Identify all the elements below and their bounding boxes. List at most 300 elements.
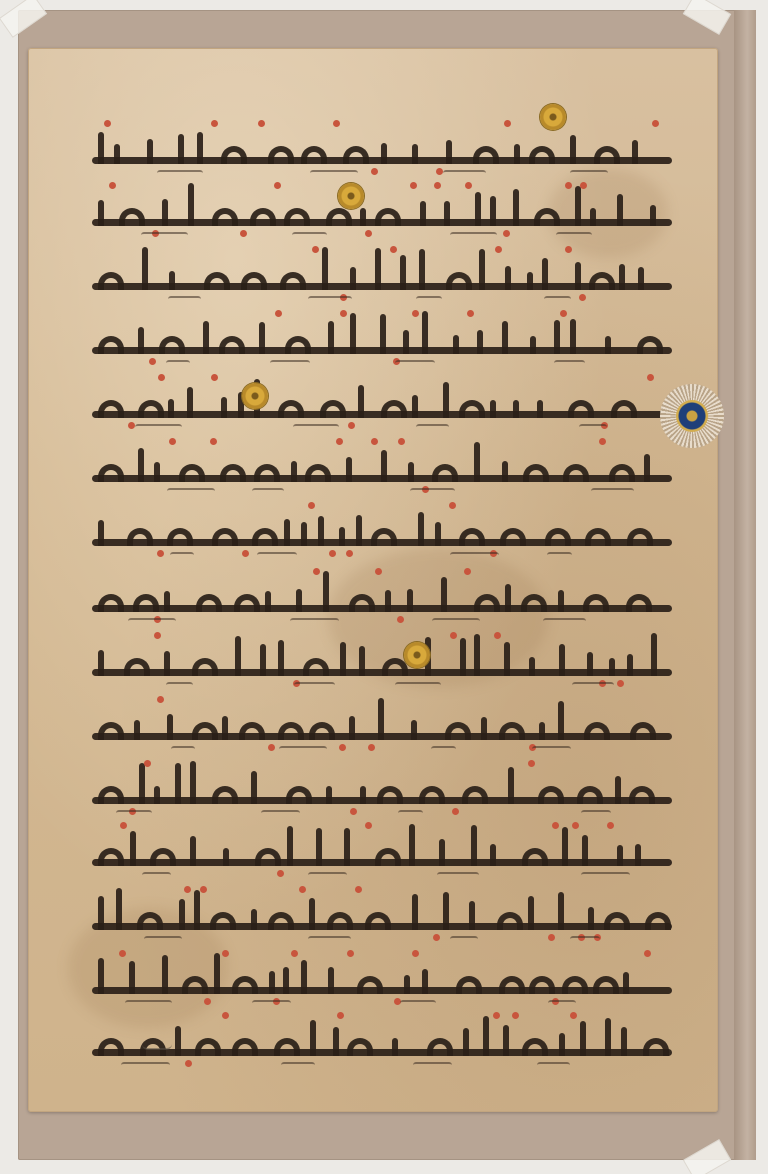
script-bowl: [545, 528, 571, 546]
script-bowl: [326, 208, 352, 226]
script-stroke: [130, 831, 136, 866]
script-stroke: [528, 896, 534, 930]
script-stroke: [411, 720, 417, 740]
script-stroke: [287, 826, 293, 866]
script-baseline: [92, 283, 672, 290]
script-line: [92, 372, 672, 430]
vocalization-dot: [184, 886, 191, 893]
script-bowl: [521, 594, 547, 612]
script-stroke: [420, 201, 426, 226]
interlinear-gloss: [398, 810, 423, 818]
script-stroke: [310, 1020, 316, 1056]
script-stroke: [98, 520, 104, 546]
script-stroke: [164, 591, 170, 612]
script-stroke: [570, 319, 576, 354]
vocalization-dot: [157, 550, 164, 557]
script-bowl: [212, 528, 238, 546]
interlinear-gloss: [292, 232, 327, 240]
script-stroke: [129, 961, 135, 994]
script-stroke: [318, 516, 324, 546]
script-stroke: [138, 448, 144, 482]
script-stroke: [588, 907, 594, 930]
vocalization-dot: [548, 934, 555, 941]
vocalization-dot: [433, 934, 440, 941]
script-stroke: [381, 143, 387, 164]
margin-medallion-icon: [660, 384, 724, 448]
script-stroke: [562, 827, 568, 866]
interlinear-gloss: [279, 746, 327, 754]
script-stroke: [439, 839, 445, 866]
vocalization-dot: [647, 374, 654, 381]
script-stroke: [203, 321, 209, 354]
script-bowl: [212, 208, 238, 226]
script-line: [92, 180, 672, 238]
script-stroke: [530, 336, 536, 354]
vocalization-dot: [398, 438, 405, 445]
script-stroke: [187, 387, 193, 418]
script-bowl: [629, 786, 655, 804]
interlinear-gloss: [431, 746, 456, 754]
script-stroke: [650, 205, 656, 226]
vocalization-dot: [313, 568, 320, 575]
script-bowl: [221, 146, 247, 164]
script-bowl: [459, 528, 485, 546]
vocalization-dot: [493, 1012, 500, 1019]
script-bowl: [309, 722, 335, 740]
script-stroke: [154, 786, 160, 804]
interlinear-gloss: [252, 488, 284, 496]
script-stroke: [328, 321, 334, 354]
script-stroke: [349, 716, 355, 740]
script-bowl: [252, 528, 278, 546]
interlinear-gloss: [581, 872, 630, 880]
interlinear-gloss: [581, 810, 611, 818]
script-stroke: [309, 898, 315, 930]
script-stroke: [323, 571, 329, 612]
script-stroke: [98, 958, 104, 994]
interlinear-gloss: [548, 1000, 576, 1008]
script-stroke: [350, 267, 356, 290]
script-stroke: [412, 144, 418, 164]
script-bowl: [419, 786, 445, 804]
script-stroke: [460, 638, 466, 676]
script-line: [92, 694, 672, 752]
interlinear-gloss: [554, 360, 585, 368]
interlinear-gloss: [437, 872, 479, 880]
script-stroke: [635, 844, 641, 866]
vocalization-dot: [579, 294, 586, 301]
vocalization-dot: [158, 374, 165, 381]
script-stroke: [98, 650, 104, 676]
script-bowl: [568, 400, 594, 418]
vocalization-dot: [109, 182, 116, 189]
script-bowl: [604, 912, 630, 930]
script-bowl: [427, 1038, 453, 1056]
script-bowl: [241, 272, 267, 290]
vocalization-dot: [204, 998, 211, 1005]
script-bowl: [375, 208, 401, 226]
vocalization-dot: [240, 230, 247, 237]
script-bowl: [192, 722, 218, 740]
script-bowl: [349, 594, 375, 612]
script-bowl: [239, 722, 265, 740]
script-stroke: [375, 248, 381, 290]
script-line: [92, 630, 672, 688]
script-stroke: [147, 139, 153, 164]
vocalization-dot: [390, 246, 397, 253]
vocalization-dot: [512, 1012, 519, 1019]
script-bowl: [585, 528, 611, 546]
interlinear-gloss: [270, 360, 310, 368]
script-stroke: [169, 271, 175, 290]
interlinear-gloss: [570, 170, 608, 178]
script-stroke: [178, 134, 184, 164]
vocalization-dot: [412, 950, 419, 957]
vocalization-dot: [572, 822, 579, 829]
script-bowl: [522, 1038, 548, 1056]
script-bowl: [138, 400, 164, 418]
script-bowl: [305, 464, 331, 482]
script-stroke: [575, 186, 581, 226]
script-stroke: [116, 888, 122, 930]
script-bowl: [522, 848, 548, 866]
script-bowl: [371, 528, 397, 546]
script-line: [92, 308, 672, 366]
interlinear-gloss: [308, 296, 352, 304]
script-bowl: [327, 912, 353, 930]
script-stroke: [623, 972, 629, 994]
vocalization-dot: [222, 950, 229, 957]
script-bowl: [98, 786, 124, 804]
script-stroke: [587, 652, 593, 676]
script-stroke: [490, 196, 496, 226]
script-stroke: [359, 646, 365, 676]
script-stroke: [508, 767, 514, 804]
script-stroke: [404, 975, 410, 994]
vocalization-dot: [299, 886, 306, 893]
script-stroke: [418, 512, 424, 546]
script-bowl: [220, 464, 246, 482]
vocalization-dot: [504, 120, 511, 127]
vocalization-dot: [528, 760, 535, 767]
script-stroke: [651, 633, 657, 676]
script-bowl: [499, 976, 525, 994]
script-stroke: [392, 1038, 398, 1056]
script-stroke: [194, 890, 200, 930]
vocalization-dot: [210, 438, 217, 445]
script-stroke: [621, 1027, 627, 1056]
script-stroke: [441, 577, 447, 612]
script-stroke: [590, 208, 596, 226]
interlinear-gloss: [128, 618, 176, 626]
interlinear-gloss: [121, 1062, 170, 1070]
vocalization-dot: [365, 230, 372, 237]
script-stroke: [175, 763, 181, 804]
script-stroke: [167, 714, 173, 740]
script-bowl: [127, 528, 153, 546]
vocalization-dot: [412, 310, 419, 317]
script-stroke: [301, 522, 307, 546]
vocalization-dot: [375, 568, 382, 575]
vocalization-dot: [154, 632, 161, 639]
interlinear-gloss: [450, 232, 497, 240]
interlinear-gloss: [294, 682, 335, 690]
script-stroke: [503, 1025, 509, 1056]
script-stroke: [409, 824, 415, 866]
script-bowl: [365, 912, 391, 930]
script-bowl: [456, 976, 482, 994]
script-stroke: [162, 199, 168, 226]
script-bowl: [278, 400, 304, 418]
script-stroke: [162, 955, 168, 994]
script-stroke: [463, 1028, 469, 1056]
interlinear-gloss: [167, 488, 215, 496]
script-stroke: [558, 701, 564, 740]
vocalization-dot: [371, 438, 378, 445]
script-bowl: [234, 594, 260, 612]
script-line: [92, 1010, 672, 1068]
script-bowl: [167, 528, 193, 546]
script-bowl: [280, 272, 306, 290]
script-stroke: [407, 589, 413, 612]
script-bowl: [473, 146, 499, 164]
interlinear-gloss: [543, 618, 586, 626]
vocalization-dot: [333, 120, 340, 127]
script-bowl: [594, 146, 620, 164]
script-stroke: [619, 264, 625, 290]
script-stroke: [358, 385, 364, 418]
script-bowl: [534, 208, 560, 226]
script-stroke: [346, 457, 352, 482]
script-bowl: [204, 272, 230, 290]
script-bowl: [179, 464, 205, 482]
script-stroke: [296, 589, 302, 612]
script-stroke: [490, 400, 496, 418]
script-stroke: [340, 642, 346, 676]
interlinear-gloss: [443, 170, 486, 178]
script-stroke: [339, 527, 345, 546]
script-bowl: [630, 722, 656, 740]
script-stroke: [422, 311, 428, 354]
vocalization-dot: [371, 168, 378, 175]
script-bowl: [499, 722, 525, 740]
script-bowl: [98, 722, 124, 740]
interlinear-gloss: [395, 360, 435, 368]
vocalization-dot: [104, 120, 111, 127]
script-stroke: [453, 335, 459, 354]
script-bowl: [137, 912, 163, 930]
script-stroke: [627, 654, 633, 676]
vocalization-dot: [200, 886, 207, 893]
script-stroke: [483, 1016, 489, 1056]
script-stroke: [139, 763, 145, 804]
interlinear-gloss: [310, 170, 358, 178]
script-stroke: [513, 189, 519, 226]
interlinear-gloss: [537, 1062, 570, 1070]
vocalization-dot: [397, 616, 404, 623]
vocalization-dot: [144, 760, 151, 767]
script-bowl: [497, 912, 523, 930]
vocalization-dot: [222, 1012, 229, 1019]
script-stroke: [356, 515, 362, 546]
script-bowl: [445, 722, 471, 740]
script-bowl: [357, 976, 383, 994]
script-stroke: [278, 640, 284, 676]
vocalization-dot: [434, 182, 441, 189]
script-bowl: [274, 1038, 300, 1056]
vocalization-dot: [570, 1012, 577, 1019]
interlinear-gloss: [532, 746, 571, 754]
interlinear-gloss: [572, 682, 614, 690]
interlinear-gloss: [308, 936, 351, 944]
mount-edge: [734, 10, 756, 1160]
interlinear-gloss: [570, 936, 600, 944]
script-stroke: [138, 327, 144, 354]
vocalization-dot: [169, 438, 176, 445]
script-bowl: [626, 594, 652, 612]
script-bowl: [643, 1038, 669, 1056]
script-stroke: [190, 836, 196, 866]
vocalization-dot: [185, 1060, 192, 1067]
script-bowl: [268, 146, 294, 164]
interlinear-gloss: [591, 488, 634, 496]
script-bowl: [589, 272, 615, 290]
script-stroke: [471, 825, 477, 866]
script-stroke: [477, 330, 483, 354]
script-bowl: [268, 912, 294, 930]
script-stroke: [350, 313, 356, 354]
script-stroke: [505, 266, 511, 290]
script-stroke: [284, 519, 290, 546]
vocalization-dot: [258, 120, 265, 127]
script-bowl: [637, 336, 663, 354]
interlinear-gloss: [166, 682, 193, 690]
script-stroke: [582, 835, 588, 866]
interlinear-gloss: [261, 810, 300, 818]
interlinear-gloss: [416, 296, 442, 304]
script-stroke: [419, 249, 425, 290]
vocalization-dot: [242, 550, 249, 557]
script-bowl: [196, 594, 222, 612]
script-bowl: [254, 464, 280, 482]
script-bowl: [98, 272, 124, 290]
script-bowl: [584, 722, 610, 740]
vocalization-dot: [274, 182, 281, 189]
script-stroke: [344, 828, 350, 866]
interlinear-gloss: [432, 618, 480, 626]
script-stroke: [190, 761, 196, 804]
interlinear-gloss: [144, 936, 182, 944]
verse-rosette-icon: [242, 383, 268, 409]
vocalization-dot: [355, 886, 362, 893]
script-bowl: [133, 594, 159, 612]
script-bowl: [529, 146, 555, 164]
script-stroke: [214, 953, 220, 994]
interlinear-gloss: [410, 488, 455, 496]
script-bowl: [98, 464, 124, 482]
vocalization-dot: [565, 182, 572, 189]
script-bowl: [285, 336, 311, 354]
vocalization-dot: [149, 358, 156, 365]
script-stroke: [403, 330, 409, 354]
interlinear-gloss: [579, 424, 607, 432]
script-bowl: [609, 464, 635, 482]
script-bowl: [382, 658, 408, 676]
vocalization-dot: [337, 1012, 344, 1019]
interlinear-gloss: [281, 1062, 315, 1070]
interlinear-gloss: [413, 1062, 452, 1070]
script-stroke: [223, 848, 229, 866]
script-stroke: [316, 828, 322, 866]
script-stroke: [251, 909, 257, 930]
script-bowl: [593, 976, 619, 994]
vocalization-dot: [652, 120, 659, 127]
script-bowl: [375, 848, 401, 866]
vocalization-dot: [368, 744, 375, 751]
script-bowl: [98, 336, 124, 354]
script-stroke: [179, 899, 185, 930]
script-stroke: [235, 636, 241, 676]
script-bowl: [124, 658, 150, 676]
script-stroke: [168, 399, 174, 418]
vocalization-dot: [365, 822, 372, 829]
script-stroke: [615, 776, 621, 804]
script-stroke: [412, 395, 418, 418]
script-bowl: [98, 848, 124, 866]
script-stroke: [378, 698, 384, 740]
script-stroke: [333, 1027, 339, 1056]
vocalization-dot: [211, 374, 218, 381]
vocalization-dot: [312, 246, 319, 253]
script-stroke: [490, 844, 496, 866]
script-bowl: [577, 786, 603, 804]
script-stroke: [400, 255, 406, 290]
script-stroke: [360, 786, 366, 804]
interlinear-gloss: [170, 552, 194, 560]
script-stroke: [134, 720, 140, 740]
vocalization-dot: [436, 168, 443, 175]
script-bowl: [562, 976, 588, 994]
script-line: [92, 820, 672, 878]
vocalization-dot: [277, 870, 284, 877]
vocalization-dot: [452, 808, 459, 815]
script-bowl: [474, 594, 500, 612]
script-bowl: [150, 848, 176, 866]
interlinear-gloss: [171, 746, 195, 754]
script-stroke: [188, 183, 194, 226]
interlinear-gloss: [257, 552, 297, 560]
interlinear-gloss: [416, 424, 449, 432]
script-bowl: [210, 912, 236, 930]
script-stroke: [408, 462, 414, 482]
script-stroke: [559, 1033, 565, 1056]
script-bowl: [462, 786, 488, 804]
script-bowl: [459, 400, 485, 418]
script-stroke: [529, 657, 535, 676]
verse-rosette-icon: [404, 642, 430, 668]
script-bowl: [303, 658, 329, 676]
script-stroke: [142, 247, 148, 290]
script-bowl: [563, 464, 589, 482]
script-bowl: [432, 464, 458, 482]
script-stroke: [260, 644, 266, 676]
interlinear-gloss: [293, 424, 339, 432]
interlinear-gloss: [400, 1000, 436, 1008]
script-bowl: [232, 1038, 258, 1056]
interlinear-gloss: [141, 232, 188, 240]
script-bowl: [182, 976, 208, 994]
vocalization-dot: [128, 422, 135, 429]
